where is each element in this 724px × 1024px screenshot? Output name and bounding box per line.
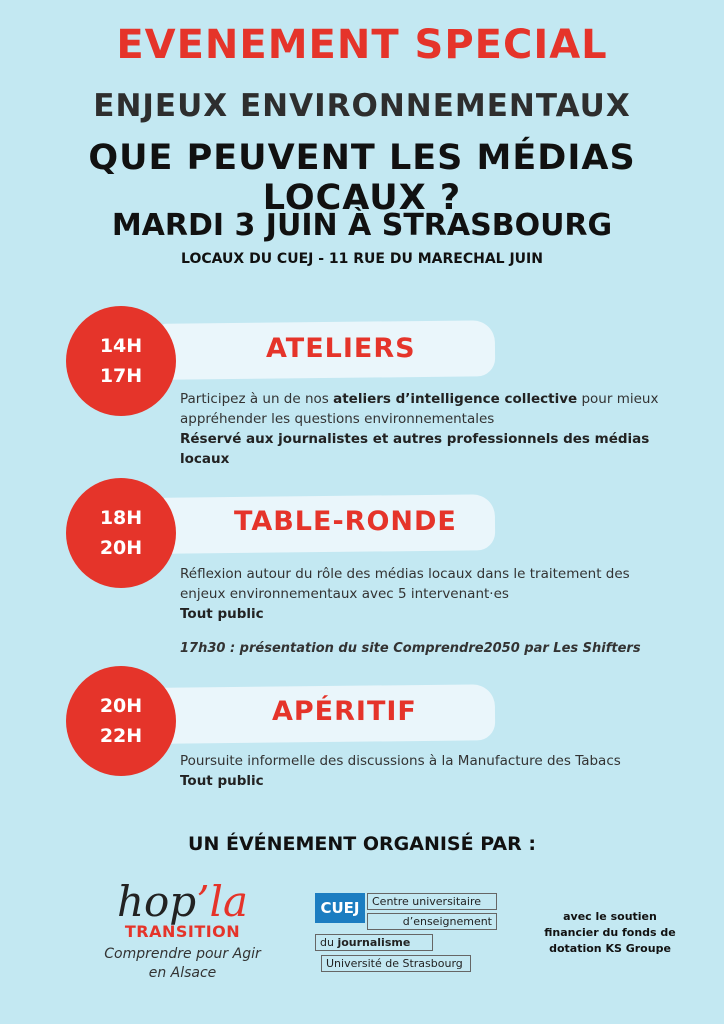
time-start: 20H: [99, 695, 143, 717]
organizers-heading: UN ÉVÉNEMENT ORGANISÉ PAR :: [188, 833, 536, 855]
session-audience: Tout public: [180, 773, 264, 789]
time-end: 22H: [99, 725, 143, 747]
event-question: QUE PEUVENT LES MÉDIAS LOCAUX ?: [88, 138, 636, 218]
session-description: Poursuite informelle des discussions à la Manufacture des Tabacs Tout public: [180, 753, 621, 789]
session-description: Réflexion autour du rôle des médias locaux dans le traitement des enjeux environnementaux avec 5 intervenant·es Tout public: [180, 566, 630, 622]
time-start: 14H: [99, 335, 143, 357]
session-title: APÉRITIF: [272, 696, 417, 727]
extra-note: 17h30 : présentation du site Comprendre2050 par Les Shifters: [180, 641, 641, 656]
event-address: LOCAUX DU CUEJ - 11 RUE DU MARECHAL JUIN: [181, 251, 543, 267]
cuej-line: Centre universitaire: [367, 893, 497, 910]
hopla-tagline: Comprendre pour Agir en Alsace: [104, 946, 261, 981]
event-type-title: EVENEMENT SPECIAL: [116, 22, 608, 68]
cuej-box: CUEJ: [315, 893, 365, 923]
session-title: ATELIERS: [266, 333, 416, 364]
cuej-line: du journalisme: [315, 934, 433, 951]
cuej-line: Université de Strasbourg: [321, 955, 471, 972]
session-title: TABLE-RONDE: [234, 506, 457, 537]
event-date: MARDI 3 JUIN À STRASBOURG: [111, 208, 613, 243]
hopla-subtitle: TRANSITION: [124, 922, 241, 941]
time-start: 18H: [99, 507, 143, 529]
session-audience: Tout public: [180, 606, 264, 622]
hopla-logo: hop’la TRANSITION Comprendre pour Agir en Alsace: [95, 878, 270, 983]
ks-support-text: avec le soutien financier du fonds de dotation KS Groupe: [544, 910, 676, 955]
time-badge: [66, 666, 176, 776]
time-end: 17H: [99, 365, 143, 387]
time-end: 20H: [99, 537, 143, 559]
event-subtitle: ENJEUX ENVIRONNEMENTAUX: [93, 88, 631, 124]
time-badge: [66, 306, 176, 416]
time-badge: [66, 478, 176, 588]
cuej-line: d’enseignement: [367, 913, 497, 930]
session-audience: Réservé aux journalistes et autres professionnels des médias locaux: [180, 431, 650, 467]
session-description: Participez à un de nos ateliers d’intelligence collective pour mieux appréhender les questions environnementales Réservé aux journalistes et autres professionnels des médias locaux: [180, 391, 659, 467]
